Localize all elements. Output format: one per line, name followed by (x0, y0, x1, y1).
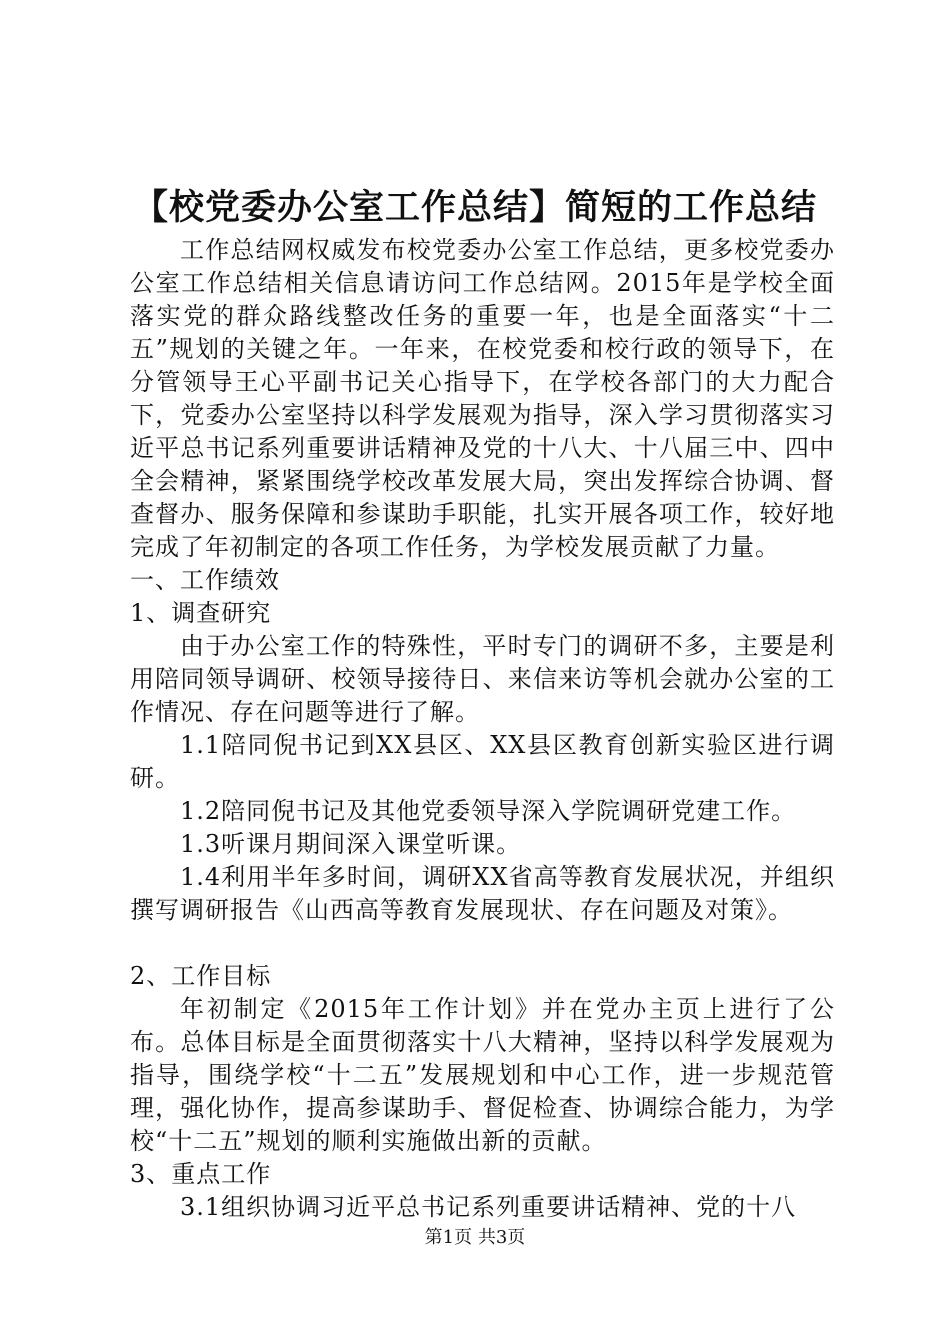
subsection-heading-key-work: 3、重点工作 (130, 1160, 272, 1188)
paragraph-spacer (130, 927, 835, 960)
research-item-1-2: 1.2陪同倪书记及其他党委领导深入学院调研党建工作。 (180, 797, 797, 825)
subsection-heading-goals: 2、工作目标 (130, 962, 272, 990)
document-body (130, 234, 835, 1224)
document-title: 【校党委办公室工作总结】简短的工作总结 (132, 187, 817, 228)
section-heading-performance: 一、工作绩效 (130, 566, 280, 594)
research-paragraph: 由于办公室工作的特殊性，平时专门的调研不多，主要是利用陪同领导调研、校领导接待日、来信来访等机会就办公室的工作情况、存在问题等进行了解。 (130, 632, 835, 726)
research-item-1-1: 1.1陪同倪书记到XX县区、XX县区教育创新实验区进行调研。 (130, 731, 835, 792)
subsection-heading-research: 1、调查研究 (130, 599, 272, 627)
goals-paragraph: 年初制定《2015年工作计划》并在党办主页上进行了公布。总体目标是全面贯彻落实十八大精神，坚持以科学发展观为指导，围绕学校“十二五”发展规划和中心工作，进一步规范管理，强化协作，提高参谋助手、督促检查、协调综合能力，为学校“十二五”规划的顺利实施做出新的贡献。 (130, 995, 835, 1155)
research-item-1-4: 1.4利用半年多时间，调研XX省高等教育发展状况，并组织撰写调研报告《山西高等教育发展现状、存在问题及对策》。 (130, 863, 835, 924)
key-work-item-3-1: 3.1组织协调习近平总书记系列重要讲话精神、党的十八 (180, 1193, 797, 1221)
intro-paragraph: 工作总结网权威发布校党委办公室工作总结，更多校党委办公室工作总结相关信息请访问工作总结网。2015年是学校全面落实党的群众路线整改任务的重要一年，也是全面落实“十二五”规划的关键之年。一年来，在校党委和校行政的领导下，在分管领导王心平副书记关心指导下，在学校各部门的大力配合下，党委办公室坚持以科学发展观为指导，深入学习贯彻落实习近平总书记系列重要讲话精神及党的十八大、十八届三中、四中全会精神，紧紧围绕学校改革发展大局，突出发挥综合协调、督查督办、服务保障和参谋助手职能，扎实开展各项工作，较好地完成了年初制定的各项工作任务，为学校发展贡献了力量。 (130, 236, 835, 561)
page-footer: 第1页 共3页 (424, 1227, 526, 1248)
research-item-1-3: 1.3听课月期间深入课堂听课。 (180, 830, 522, 858)
